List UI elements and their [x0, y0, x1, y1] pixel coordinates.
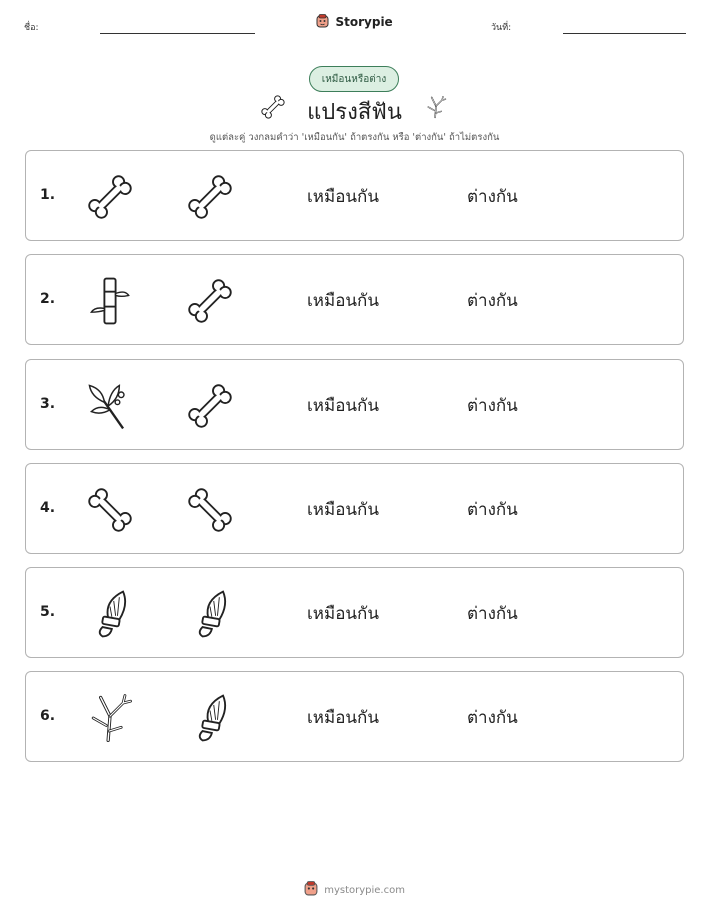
bone-icon — [182, 482, 238, 538]
date-field[interactable] — [563, 33, 686, 34]
twig-icon — [423, 92, 449, 126]
item-number: 5. — [40, 604, 56, 620]
different-option[interactable]: ต่างกัน — [467, 708, 518, 728]
bristle-brush-icon — [82, 586, 138, 642]
twig-icon — [82, 690, 138, 746]
bristle-brush-icon — [182, 586, 238, 642]
bone-icon — [82, 482, 138, 538]
bone-icon — [182, 273, 238, 329]
exercise-row-5 — [25, 567, 684, 658]
name-label: ชื่อ: — [24, 23, 39, 33]
same-option[interactable]: เหมือนกัน — [307, 187, 379, 207]
item-number: 2. — [40, 291, 56, 307]
item-number: 1. — [40, 187, 56, 203]
item-number: 3. — [40, 396, 56, 412]
same-option[interactable]: เหมือนกัน — [307, 604, 379, 624]
exercise-row-3 — [25, 359, 684, 450]
same-option[interactable]: เหมือนกัน — [307, 396, 379, 416]
same-option[interactable]: เหมือนกัน — [307, 500, 379, 520]
different-option[interactable]: ต่างกัน — [467, 500, 518, 520]
item-number: 4. — [40, 500, 56, 516]
different-option[interactable]: ต่างกัน — [467, 291, 518, 311]
instructions: ดูแต่ละคู่ วงกลมคำว่า 'เหมือนกัน' ถ้าตรงกัน หรือ 'ต่างกัน' ถ้าไม่ตรงกัน — [209, 132, 500, 143]
different-option[interactable]: ต่างกัน — [467, 396, 518, 416]
different-option[interactable]: ต่างกัน — [467, 187, 518, 207]
brand-logo — [0, 14, 709, 31]
same-option[interactable]: เหมือนกัน — [307, 291, 379, 311]
item-number: 6. — [40, 708, 56, 724]
exercise-row-6 — [25, 671, 684, 762]
exercise-row-1 — [25, 150, 684, 241]
storypie-mascot-icon — [316, 14, 329, 31]
brand-name: Storypie — [335, 15, 393, 29]
storypie-mascot-icon — [304, 881, 318, 899]
page-title: แปรงสีฟัน — [307, 100, 402, 125]
exercise-row-2 — [25, 254, 684, 345]
leaf-twig-icon — [82, 378, 138, 434]
bristle-brush-icon — [182, 690, 238, 746]
name-field[interactable] — [100, 33, 255, 34]
bone-icon — [82, 169, 138, 225]
date-label: วันที่: — [491, 23, 512, 33]
same-option[interactable]: เหมือนกัน — [307, 708, 379, 728]
exercise-row-4 — [25, 463, 684, 554]
footer-url[interactable]: mystorypie.com — [324, 885, 405, 896]
worksheet-type-badge: เหมือนหรือต่าง — [309, 66, 399, 92]
different-option[interactable]: ต่างกัน — [467, 604, 518, 624]
bamboo-icon — [82, 273, 138, 329]
bone-icon — [182, 169, 238, 225]
bone-icon — [182, 378, 238, 434]
footer — [0, 881, 709, 899]
